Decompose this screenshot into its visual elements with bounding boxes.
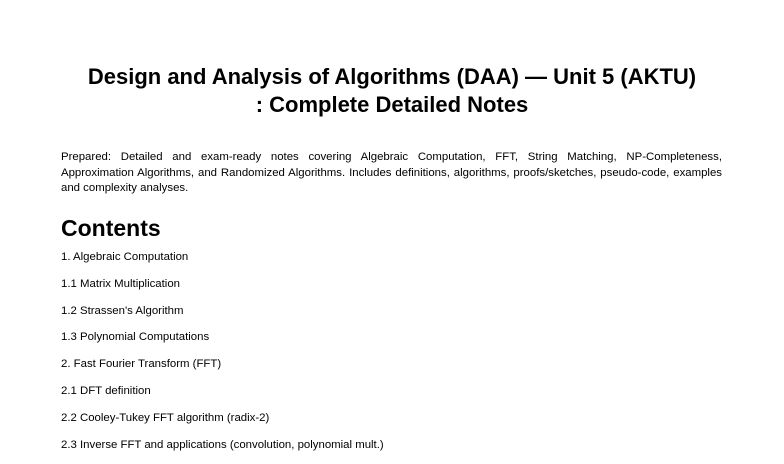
toc-item: 1.1 Matrix Multiplication xyxy=(61,277,181,290)
toc-item: 2.3 Inverse FFT and applications (convolution, polynomial mult.) xyxy=(61,438,384,451)
document-title-line-2: : Complete Detailed Notes xyxy=(255,92,529,117)
toc-item: 1.2 Strassen's Algorithm xyxy=(61,304,184,317)
toc-item: 1.3 Polynomial Computations xyxy=(61,331,210,344)
document-title-line-1: Design and Analysis of Algorithms (DAA) — Unit 5 (AKTU) xyxy=(87,64,697,89)
intro-paragraph: Prepared: Detailed and exam-ready notes covering Algebraic Computation, FFT, String Matching, NP-Completeness, Approximation Algorithms, and Randomized Algorithms. Includes definitions, algorithms, proofs/sketches, pseudo-code, examples and complexity analyses. xyxy=(61,151,722,194)
toc-item: 2.2 Cooley-Tukey FFT algorithm (radix-2) xyxy=(61,411,270,424)
toc-item: 2.1 DFT definition xyxy=(61,384,151,397)
toc-item: 1. Algebraic Computation xyxy=(61,251,189,263)
toc-item: 2. Fast Fourier Transform (FFT) xyxy=(61,358,222,371)
table-of-contents xyxy=(61,250,384,464)
contents-heading: Contents xyxy=(61,215,161,241)
document-title xyxy=(40,63,744,119)
